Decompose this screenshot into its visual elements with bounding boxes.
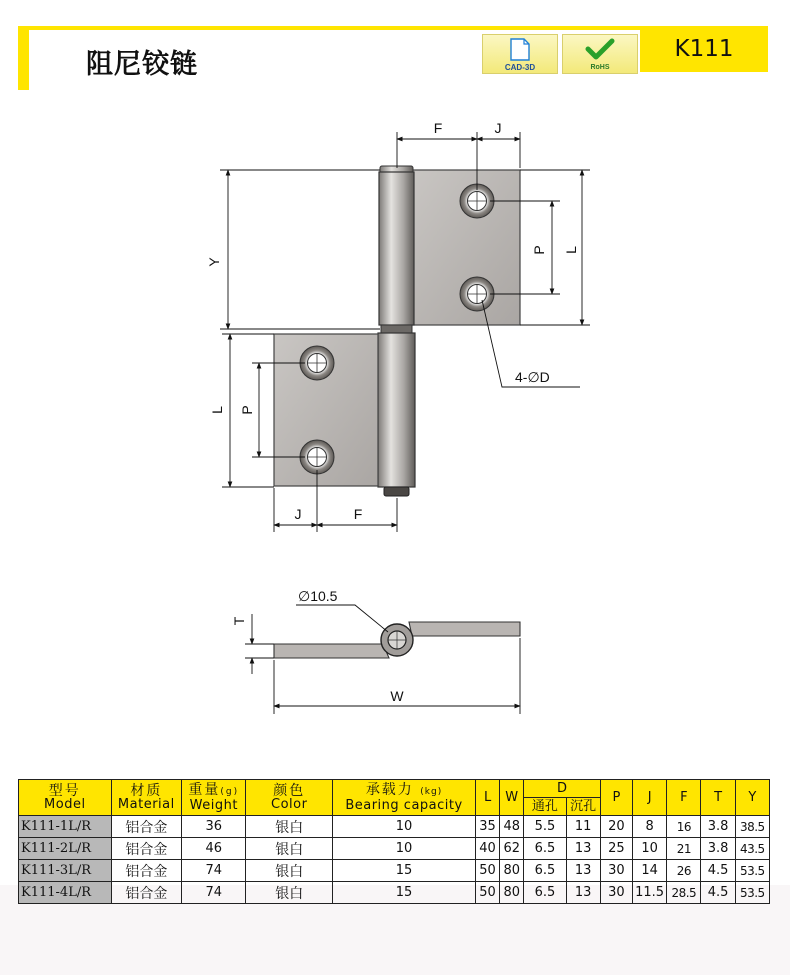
cell-d2: 11 [566,816,600,838]
cell-model: K111-3L/R [19,860,112,882]
cell-p: 25 [600,838,632,860]
table-row [19,882,770,904]
cell-d1: 6.5 [524,860,566,882]
cell-f: 21 [667,838,701,860]
cell-capacity: 10 [333,816,476,838]
cell-capacity: 15 [333,860,476,882]
header-weight: 重量(g) Weight [182,780,246,816]
dim-label-j-bottom: J [294,506,302,522]
cell-j: 14 [633,860,667,882]
cell-w: 80 [500,882,524,904]
cell-j: 11.5 [633,882,667,904]
cell-color: 银白 [246,860,333,882]
header-p: P [600,780,632,816]
model-code: K111 [674,36,734,62]
cell-weight: 74 [182,860,246,882]
dim-label-pin-diameter: ∅10.5 [298,588,338,604]
hinge-barrel [378,166,415,496]
cell-capacity: 10 [333,838,476,860]
cell-t: 3.8 [701,816,735,838]
spec-table [18,779,770,904]
svg-text:RoHS: RoHS [590,64,610,71]
cell-p: 20 [600,816,632,838]
cell-w: 62 [500,838,524,860]
side-view-dimensions [245,605,520,714]
cell-y: 53.5 [735,882,769,904]
header-j: J [633,780,667,816]
table-row [19,860,770,882]
dim-label-y: Y [206,257,222,267]
cell-color: 银白 [246,816,333,838]
dim-label-f: F [433,120,443,136]
cell-d2: 13 [566,882,600,904]
cell-t: 3.8 [701,838,735,860]
cell-l: 40 [475,838,499,860]
cell-p: 30 [600,860,632,882]
cell-d2: 13 [566,838,600,860]
header-d-counter: 沉孔 [566,798,600,816]
dim-label-w: W [390,688,404,704]
header-model: 型号 Model [19,780,112,816]
header-color: 颜色 Color [246,780,333,816]
header-t: T [701,780,735,816]
cell-f: 26 [667,860,701,882]
cell-t: 4.5 [701,882,735,904]
cell-l: 35 [475,816,499,838]
dim-label-hole-diameter: 4-∅D [515,369,550,385]
cell-weight: 36 [182,816,246,838]
cell-w: 48 [500,816,524,838]
header-capacity: 承载力 (kg) Bearing capacity [333,780,476,816]
dim-label-j: J [494,120,502,136]
cell-t: 4.5 [701,860,735,882]
header-l: L [475,780,499,816]
upper-leaf [408,170,520,325]
cell-l: 50 [475,882,499,904]
header-d-through: 通孔 [524,798,566,816]
dim-label-f-bottom: F [353,506,363,522]
cell-weight: 46 [182,838,246,860]
dim-label-l-left: L [209,406,225,414]
cell-color: 银白 [246,882,333,904]
cell-model: K111-2L/R [19,838,112,860]
lower-leaf [274,334,378,486]
dim-label-p-right: P [531,245,547,255]
cell-f: 16 [667,816,701,838]
cell-material: 铝合金 [111,860,181,882]
cell-d1: 5.5 [524,816,566,838]
svg-text:CAD-3D: CAD-3D [504,63,536,72]
spec-table-body [19,816,770,904]
header-y: Y [735,780,769,816]
table-row [19,838,770,860]
cell-j: 8 [633,816,667,838]
cell-d1: 6.5 [524,838,566,860]
cell-d2: 13 [566,860,600,882]
cell-l: 50 [475,860,499,882]
header-w: W [500,780,524,816]
cell-material: 铝合金 [111,838,181,860]
cell-y: 43.5 [735,838,769,860]
cell-capacity: 15 [333,882,476,904]
cell-model: K111-4L/R [19,882,112,904]
cell-y: 38.5 [735,816,769,838]
cell-w: 80 [500,860,524,882]
side-view [274,622,520,658]
page-title: 阻尼铰链 [86,49,198,80]
cell-p: 30 [600,882,632,904]
cell-model: K111-1L/R [19,816,112,838]
header-d: D [524,780,601,798]
cell-j: 10 [633,838,667,860]
dim-label-t: T [231,616,247,626]
header-material: 材质 Material [111,780,181,816]
cell-material: 铝合金 [111,816,181,838]
cell-d1: 6.5 [524,882,566,904]
cell-y: 53.5 [735,860,769,882]
cell-weight: 74 [182,882,246,904]
cell-f: 28.5 [667,882,701,904]
header-f: F [667,780,701,816]
dim-label-p-left: P [239,405,255,415]
cell-color: 银白 [246,838,333,860]
cell-material: 铝合金 [111,882,181,904]
dim-label-l-right: L [563,246,579,254]
table-row [19,816,770,838]
